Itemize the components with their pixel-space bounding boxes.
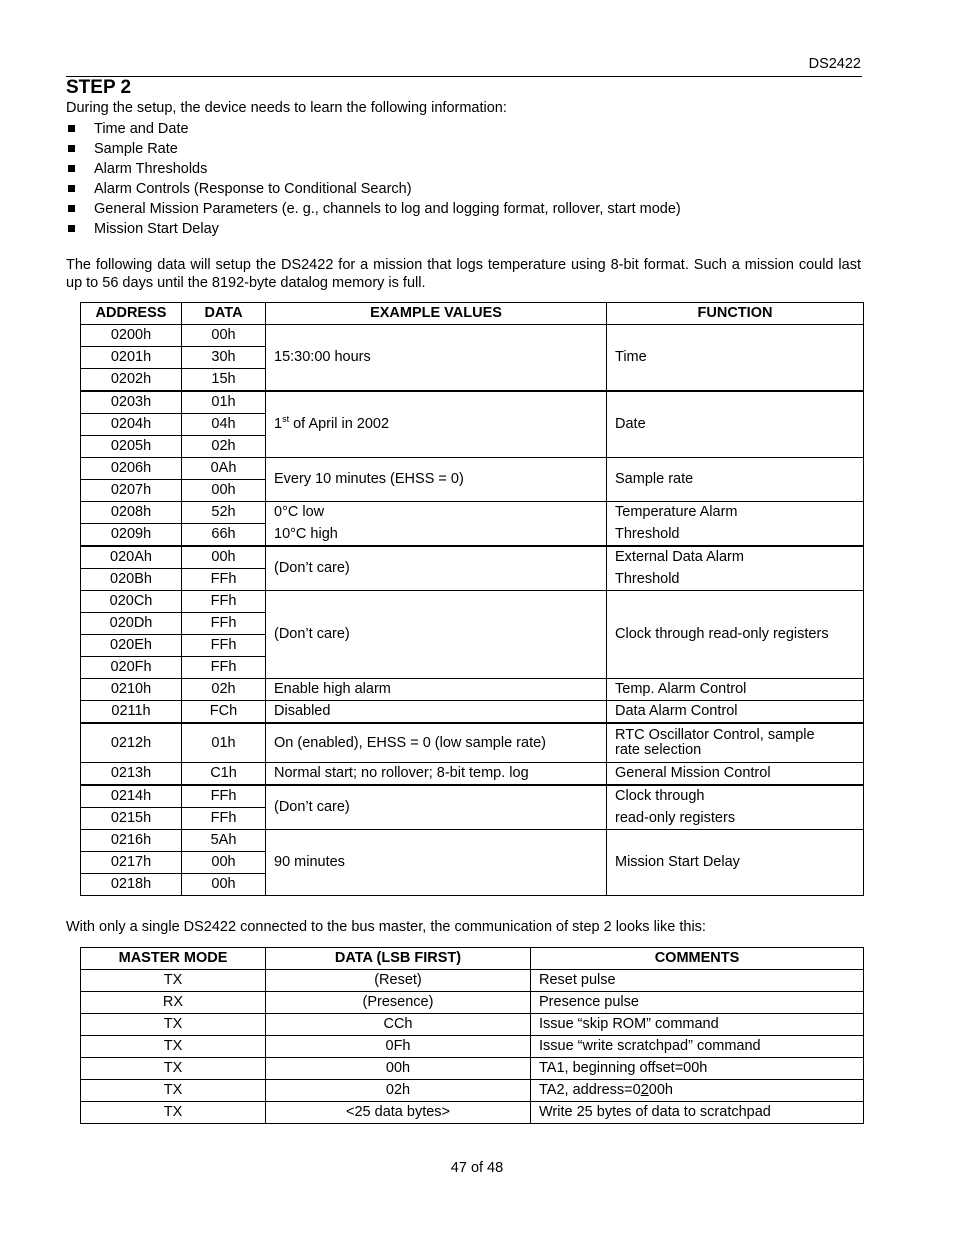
bullet-square-icon xyxy=(68,185,75,192)
table-row: 0209h 66h 10°C high Threshold xyxy=(81,524,864,547)
requirements-list xyxy=(66,119,681,239)
intro-text: During the setup, the device needs to learn the following information: xyxy=(66,100,507,116)
list-item: Alarm Thresholds xyxy=(66,159,681,179)
communication-table xyxy=(80,947,864,1124)
table-row: 0218h 00h xyxy=(81,874,864,896)
table-row: TX 0Fh Issue “write scratchpad” command xyxy=(81,1036,864,1058)
table-row: RX (Presence) Presence pulse xyxy=(81,992,864,1014)
column-header: FUNCTION xyxy=(607,303,864,325)
table-row: 0202h 15h xyxy=(81,369,864,392)
header-rule xyxy=(66,76,862,77)
column-header: COMMENTS xyxy=(531,948,864,970)
column-header: DATA (LSB FIRST) xyxy=(266,948,531,970)
bullet-square-icon xyxy=(68,165,75,172)
section-title: STEP 2 xyxy=(66,77,132,98)
column-header: ADDRESS xyxy=(81,303,182,325)
table-row: 020Ch FFh (Don’t care) Clock through read-only registers xyxy=(81,591,864,613)
bullet-square-icon xyxy=(68,125,75,132)
table-row: 0204h 04h xyxy=(81,414,864,436)
mission-description: The following data will setup the DS2422 for a mission that logs temperature using 8-bit format. Such a mission could last up to 56 days until the 8192-byte datalog memory is full. xyxy=(66,257,861,291)
table-row: 020Fh FFh xyxy=(81,657,864,679)
bullet-square-icon xyxy=(68,225,75,232)
table-row: 0215h FFh read-only registers xyxy=(81,808,864,830)
table-row: 0213h C1h Normal start; no rollover; 8-bit temp. log General Mission Control xyxy=(81,763,864,786)
list-item: Mission Start Delay xyxy=(66,219,681,239)
table-row: 0217h 00h xyxy=(81,852,864,874)
bullet-square-icon xyxy=(68,145,75,152)
table-row: 0211h FCh Disabled Data Alarm Control xyxy=(81,701,864,724)
page-number: 47 of 48 xyxy=(450,1160,504,1176)
table-row: TX 02h TA2, address=0200h xyxy=(81,1080,864,1102)
table-row: 0212h 01h On (enabled), EHSS = 0 (low sample rate) RTC Oscillator Control, sample rate selection xyxy=(81,723,864,763)
table-row: TX CCh Issue “skip ROM” command xyxy=(81,1014,864,1036)
column-header: EXAMPLE VALUES xyxy=(266,303,607,325)
list-item: General Mission Parameters (e. g., channels to log and logging format, rollover, start mode) xyxy=(66,199,681,219)
table-row: 020Ah 00h (Don’t care) External Data Alarm xyxy=(81,546,864,569)
table-row: 0216h 5Ah 90 minutes Mission Start Delay xyxy=(81,830,864,852)
table-row: 020Eh FFh xyxy=(81,635,864,657)
table-row: TX 00h TA1, beginning offset=00h xyxy=(81,1058,864,1080)
list-item: Alarm Controls (Response to Conditional Search) xyxy=(66,179,681,199)
list-item: Sample Rate xyxy=(66,139,681,159)
column-header: DATA xyxy=(182,303,266,325)
table-row: 020Bh FFh Threshold xyxy=(81,569,864,591)
table-row: 0208h 52h 0°C low Temperature Alarm xyxy=(81,502,864,524)
table-row: 0201h 30h xyxy=(81,347,864,369)
table-row: 0206h 0Ah Every 10 minutes (EHSS = 0) Sample rate xyxy=(81,458,864,480)
table-row: 0203h 01h 1st of April in 2002 Date xyxy=(81,391,864,414)
list-item: Time and Date xyxy=(66,119,681,139)
table-row: TX (Reset) Reset pulse xyxy=(81,970,864,992)
table-header-row xyxy=(81,303,864,325)
setup-data-table xyxy=(80,302,864,896)
table-row: 0210h 02h Enable high alarm Temp. Alarm Control xyxy=(81,679,864,701)
table-header-row xyxy=(81,948,864,970)
document-id: DS2422 xyxy=(808,56,861,72)
table-row: 0200h 00h 15:30:00 hours Time xyxy=(81,325,864,347)
table-row: 0214h FFh (Don’t care) Clock through xyxy=(81,785,864,808)
table-row: 0207h 00h xyxy=(81,480,864,502)
table-row: TX <25 data bytes> Write 25 bytes of data to scratchpad xyxy=(81,1102,864,1124)
table-row: 020Dh FFh xyxy=(81,613,864,635)
column-header: MASTER MODE xyxy=(81,948,266,970)
bullet-square-icon xyxy=(68,205,75,212)
table-row: 0205h 02h xyxy=(81,436,864,458)
communication-intro: With only a single DS2422 connected to the bus master, the communication of step 2 looks like this: xyxy=(66,919,706,935)
